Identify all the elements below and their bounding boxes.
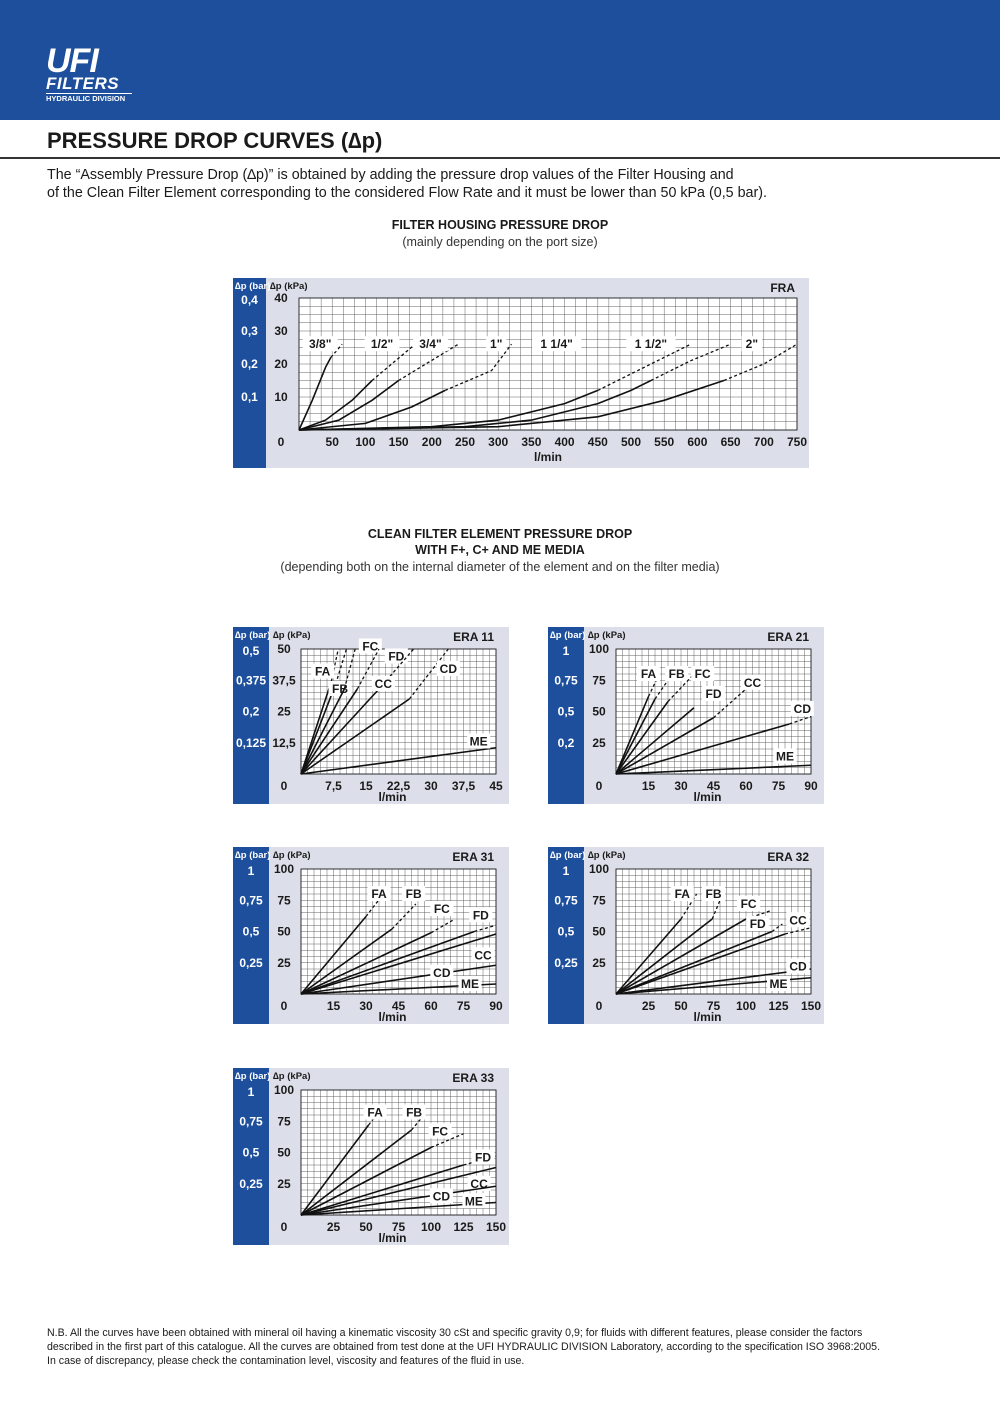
y-tick-label: 37,5 <box>272 673 296 688</box>
series-label: 1" <box>490 337 503 352</box>
y-label-bar: ∆p (bar) <box>235 281 271 292</box>
bar-tick-label: 0,25 <box>239 955 263 970</box>
x-tick-label: 200 <box>421 435 442 449</box>
y-tick-label: 40 <box>274 291 288 305</box>
series-label: ME <box>464 1194 483 1209</box>
y-label-bar: ∆p (bar) <box>235 630 271 641</box>
x-tick-label: 750 <box>786 435 808 449</box>
series-label: 2" <box>745 337 759 352</box>
x-tick-label: 45 <box>489 779 503 793</box>
x-tick-label: 30 <box>674 779 688 793</box>
x-tick-label: 100 <box>355 435 376 449</box>
footnote <box>47 1326 957 1368</box>
bar-tick-label: 0,5 <box>557 704 575 719</box>
series-label: CC <box>474 948 492 963</box>
series-label: CD <box>789 959 807 974</box>
x-tick-label: 15 <box>359 779 373 793</box>
x-axis-label: l/min <box>693 1010 722 1024</box>
element-heading-1: CLEAN FILTER ELEMENT PRESSURE DROP <box>367 527 633 541</box>
chart-title: ERA 21 <box>767 630 809 644</box>
bar-tick-label: 0,3 <box>241 324 258 338</box>
series-label: CD <box>439 662 458 676</box>
x-tick-label: 500 <box>620 435 642 449</box>
y-label-bar: ∆p (bar) <box>550 630 586 641</box>
x-tick-label: 75 <box>456 999 471 1013</box>
y-tick-label: 25 <box>592 735 606 750</box>
header-banner <box>0 0 1000 120</box>
y-label-kpa: ∆p (kPa) <box>273 850 311 861</box>
grid <box>301 869 496 994</box>
y-tick-label: 100 <box>588 862 610 876</box>
series-label: FC <box>740 897 757 911</box>
x-tick-label: 30 <box>424 779 438 793</box>
series-label: FC <box>433 902 450 916</box>
bar-tick-label: 0,75 <box>239 1114 263 1129</box>
series-label: FB <box>668 667 685 681</box>
series-label: CC <box>374 677 393 691</box>
x-tick-label: 25 <box>641 999 656 1013</box>
y-tick-label: 100 <box>273 862 295 876</box>
y-tick-label: 75 <box>592 893 606 908</box>
x-tick-label: 350 <box>521 435 542 449</box>
chart-title: ERA 31 <box>452 850 494 864</box>
y-label-kpa: ∆p (kPa) <box>273 1071 311 1082</box>
title-divider <box>0 157 1000 159</box>
series-label: CC <box>789 913 807 928</box>
bar-tick-label: 0,25 <box>554 955 578 970</box>
bar-tick-label: 1 <box>247 864 255 878</box>
element-heading-2: WITH F+, C+ AND ME MEDIA <box>415 543 585 557</box>
x-tick-label: 45 <box>391 999 406 1013</box>
bar-tick-label: 1 <box>562 864 570 878</box>
x-axis-label: l/min <box>378 1231 407 1245</box>
x-axis-label: l/min <box>378 1010 407 1024</box>
bar-tick-label: 0,125 <box>235 735 267 750</box>
footnote-line-3: In case of discrepancy, please check the contamination level, viscosity and features of the fluid in use. <box>47 1355 525 1367</box>
x-tick-label: 7,5 <box>325 779 342 793</box>
intro-line-1: The “Assembly Pressure Drop (∆p)” is obtained by adding the pressure drop values of the Filter Housing and <box>47 167 734 183</box>
y-tick-label: 50 <box>592 924 606 939</box>
bar-tick-label: 1 <box>562 644 570 658</box>
chart-era31 <box>233 847 509 1024</box>
series-label: 1 1/2" <box>634 337 668 352</box>
series-label: FA <box>371 887 387 901</box>
footnote-line-1: N.B. All the curves have been obtained with mineral oil having a kinematic viscosity 30 cSt and specific gravity 0,9; for fluids with different features, please consider the factors <box>47 1327 863 1339</box>
series-label: CC <box>743 675 762 690</box>
x-tick-label: 150 <box>485 1220 507 1234</box>
x-tick-label: 50 <box>359 1220 373 1234</box>
y-label-kpa: ∆p (kPa) <box>273 630 311 641</box>
x-tick-label: 450 <box>587 435 608 449</box>
y-tick-label: 25 <box>277 955 291 970</box>
y-label-kpa: ∆p (kPa) <box>588 630 626 641</box>
series-label: FC <box>694 667 711 681</box>
chart-title: FRA <box>770 281 795 295</box>
x-tick-label: 15 <box>326 999 341 1013</box>
x-tick-label: 550 <box>654 435 675 449</box>
x-tick-label: 30 <box>359 999 373 1013</box>
x-tick-label: 75 <box>706 999 721 1013</box>
bar-tick-label: 0,2 <box>241 357 258 371</box>
x-tick-label: 22,5 <box>386 779 411 793</box>
x-tick-label: 25 <box>326 1220 341 1234</box>
y-label-bar: ∆p (bar) <box>235 850 271 861</box>
series-label: ME <box>769 977 788 991</box>
intro-text <box>47 166 947 202</box>
y-tick-label: 75 <box>277 1114 291 1129</box>
chart-title: ERA 33 <box>452 1071 494 1085</box>
chart-era21 <box>548 627 824 804</box>
bar-tick-label: 0,75 <box>239 893 263 908</box>
x-tick-label: 90 <box>489 999 503 1013</box>
y-tick-label: 0 <box>595 999 603 1013</box>
bar-tick-label: 0,25 <box>239 1176 263 1191</box>
series-label: FD <box>475 1150 491 1165</box>
series-label: 1 1/4" <box>540 337 573 352</box>
y-tick-label: 75 <box>277 893 291 908</box>
x-tick-label: 50 <box>325 435 339 449</box>
y-tick-label: 50 <box>277 642 291 656</box>
series-label: FD <box>472 908 489 923</box>
x-tick-label: 100 <box>420 1220 442 1234</box>
bar-tick-label: 0,1 <box>241 390 258 404</box>
x-tick-label: 37,5 <box>451 779 476 793</box>
series-label: FA <box>674 887 690 901</box>
y-label-kpa: ∆p (kPa) <box>270 281 308 292</box>
series-label: FB <box>405 887 422 901</box>
footnote-line-2: described in the first part of this catalogue. All the curves are obtained from test done at the UFI HYDRAULIC DIVISION Laboratory, according to the specification ISO 3968:2005. <box>47 1341 881 1353</box>
series-label: FA <box>314 664 331 679</box>
chart-era33 <box>233 1068 509 1245</box>
housing-heading: FILTER HOUSING PRESSURE DROP <box>391 218 609 232</box>
series-label: FC <box>362 639 379 654</box>
y-tick-label: 50 <box>277 1145 291 1160</box>
x-tick-label: 75 <box>771 779 786 793</box>
chart-era11 <box>233 627 509 804</box>
series-label: CD <box>432 1189 451 1204</box>
series-label: CD <box>433 965 451 980</box>
bar-tick-label: 0,5 <box>242 1145 260 1160</box>
y-tick-label: 12,5 <box>272 735 296 750</box>
ufi-logo <box>46 42 132 104</box>
y-tick-label: 100 <box>273 1083 295 1097</box>
y-label-bar: ∆p (bar) <box>235 1071 271 1082</box>
housing-subheading: (mainly depending on the port size) <box>402 235 598 249</box>
y-tick-label: 30 <box>274 324 288 338</box>
y-tick-label: 25 <box>277 1176 291 1191</box>
bar-tick-label: 0,75 <box>554 893 578 908</box>
x-tick-label: 90 <box>804 779 818 793</box>
series-label: FC <box>432 1124 449 1139</box>
y-tick-label: 100 <box>588 642 610 656</box>
y-tick-label: 75 <box>592 673 606 688</box>
chart-title: ERA 32 <box>767 850 809 864</box>
x-tick-label: 60 <box>739 779 753 793</box>
chart-fra <box>233 278 809 468</box>
chart-title: ERA 11 <box>453 630 494 644</box>
x-tick-label: 650 <box>720 435 741 449</box>
series-label: ME <box>469 734 488 749</box>
y-tick-label: 25 <box>592 955 606 970</box>
x-tick-label: 125 <box>768 999 789 1013</box>
y-tick-label: 25 <box>277 704 291 719</box>
series-label: CD <box>793 702 812 716</box>
chart-era32 <box>548 847 824 1024</box>
intro-line-2: of the Clean Filter Element corresponding to the considered Flow Rate and it must be lower than 50 kPa (0,5 bar). <box>47 185 767 201</box>
x-tick-label: 150 <box>388 435 409 449</box>
series-label: FB <box>705 887 722 901</box>
logo-division-text: HYDRAULIC DIVISION <box>46 93 132 104</box>
x-tick-label: 60 <box>424 999 438 1013</box>
series-label: FB <box>332 682 348 696</box>
page-title: PRESSURE DROP CURVES (∆p) <box>47 128 383 153</box>
series-label: FB <box>406 1105 423 1120</box>
y-tick-label: 0 <box>280 779 288 793</box>
bar-tick-label: 0,4 <box>241 293 258 307</box>
series-label: ME <box>461 977 479 991</box>
x-tick-label: 700 <box>753 435 774 449</box>
series-label: 3/8" <box>309 337 332 352</box>
y-tick-label: 10 <box>274 390 288 404</box>
x-tick-label: 125 <box>453 1220 474 1234</box>
bar-tick-label: 0,5 <box>242 644 260 658</box>
logo-ufi-text: UFI <box>46 42 98 80</box>
x-tick-label: 400 <box>554 435 575 449</box>
series-label: FD <box>388 649 405 664</box>
series-label: 3/4" <box>419 337 442 352</box>
logo-filters-text: FILTERS <box>46 74 120 93</box>
y-tick-label: 0 <box>280 999 288 1013</box>
series-label: FD <box>705 687 722 701</box>
series-label: FD <box>749 917 766 931</box>
y-tick-label: 0 <box>280 1220 288 1234</box>
x-tick-label: 150 <box>800 999 822 1013</box>
bar-tick-label: 0,2 <box>557 735 575 750</box>
series-label: FA <box>367 1105 383 1120</box>
x-tick-label: 75 <box>391 1220 406 1234</box>
x-tick-label: 15 <box>641 779 656 793</box>
bar-tick-label: 0,2 <box>242 704 260 719</box>
y-tick-label: 0 <box>277 435 285 449</box>
x-axis-label: l/min <box>533 450 563 464</box>
y-tick-label: 0 <box>595 779 603 793</box>
x-tick-label: 250 <box>454 435 476 449</box>
bar-tick-label: 1 <box>247 1085 255 1099</box>
x-tick-label: 600 <box>687 435 708 449</box>
x-tick-label: 45 <box>706 779 721 793</box>
x-tick-label: 100 <box>735 999 757 1013</box>
y-tick-label: 50 <box>592 704 606 719</box>
y-tick-label: 20 <box>274 357 288 371</box>
x-tick-label: 50 <box>674 999 688 1013</box>
bar-tick-label: 0,5 <box>557 924 575 939</box>
x-axis-label: l/min <box>378 790 407 804</box>
y-tick-label: 50 <box>277 924 291 939</box>
series-label: FA <box>640 667 657 681</box>
bar-tick-label: 0,375 <box>235 673 267 688</box>
y-label-bar: ∆p (bar) <box>550 850 586 861</box>
y-label-kpa: ∆p (kPa) <box>588 850 626 861</box>
bar-tick-label: 0,5 <box>242 924 260 939</box>
element-subheading: (depending both on the internal diameter of the element and on the filter media) <box>280 560 720 574</box>
series-label: ME <box>776 749 794 764</box>
bar-tick-label: 0,75 <box>554 673 578 688</box>
series-label: 1/2" <box>370 337 394 352</box>
x-tick-label: 300 <box>488 435 509 449</box>
x-axis-label: l/min <box>693 790 722 804</box>
series-label: CC <box>470 1176 488 1191</box>
